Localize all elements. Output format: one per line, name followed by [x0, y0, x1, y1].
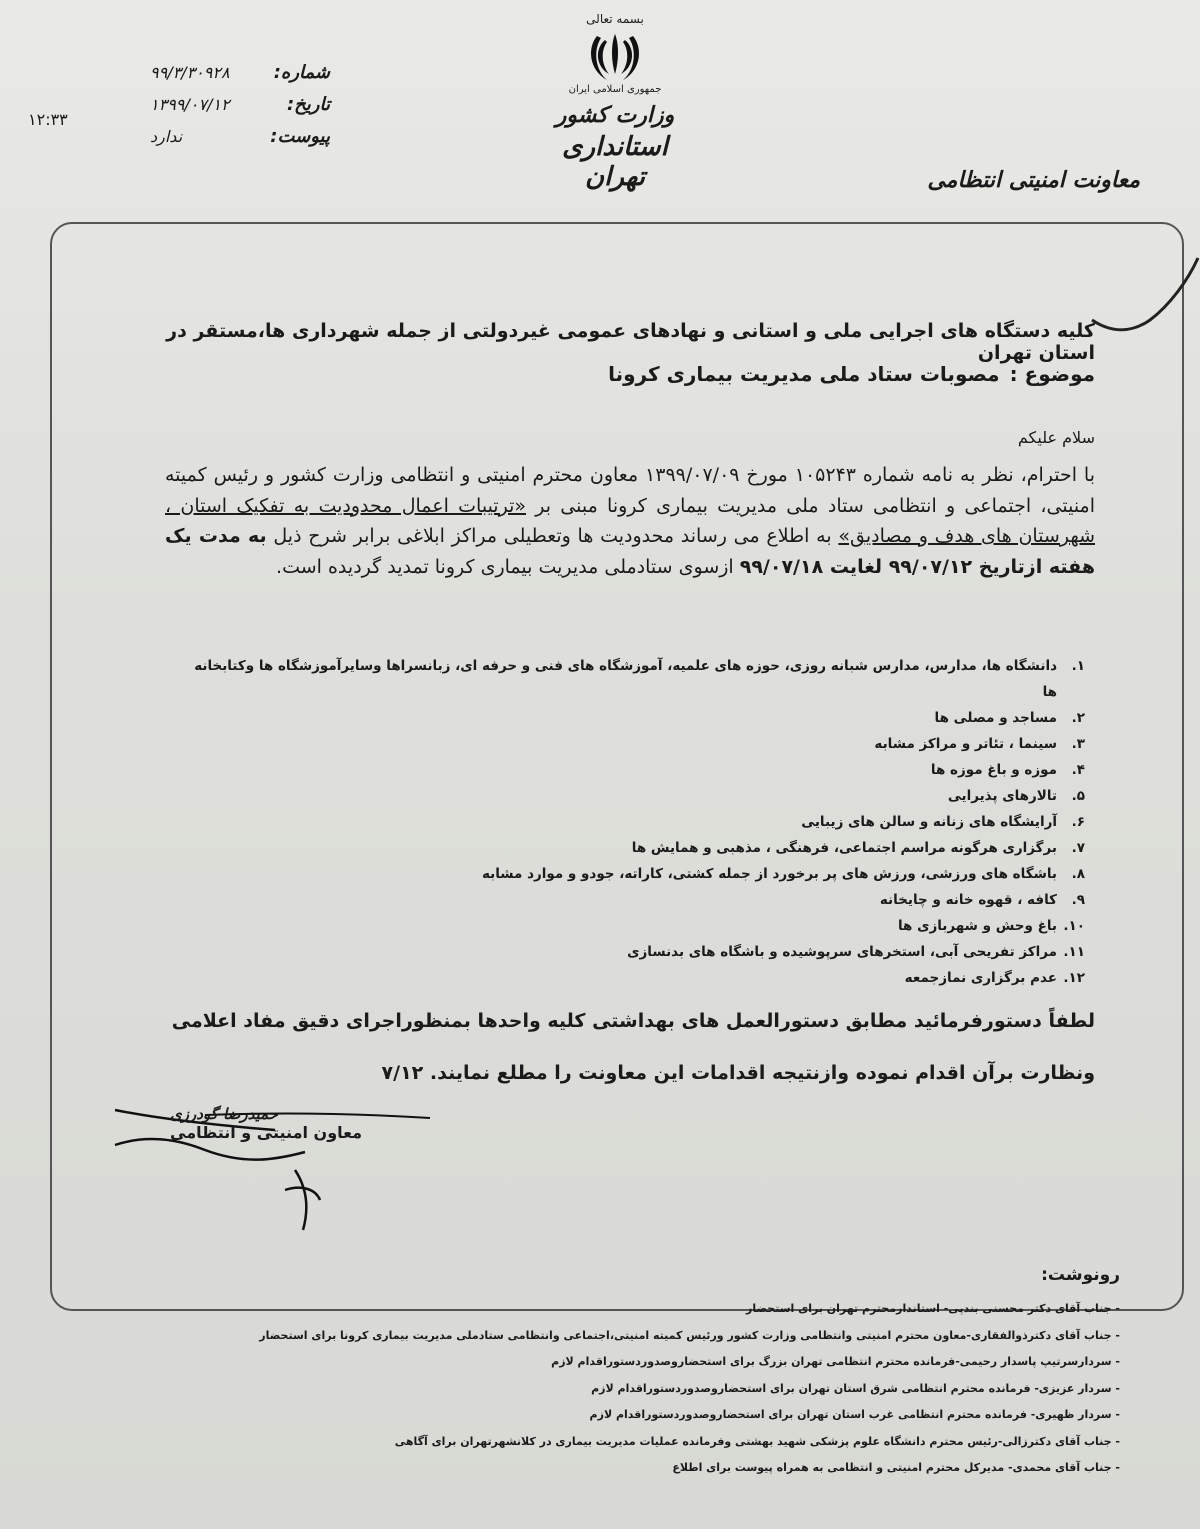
list-item: ۵. تالارهای پذیرایی	[947, 788, 1085, 804]
cc-item: - سردار عزیزی- فرمانده محترم انتظامی شرق استان تهران برای استحضاروصدوردستوراقدام لازم	[60, 1376, 1120, 1403]
deputy-office: معاونت امنیتی انتظامی	[927, 168, 1140, 193]
republic-text: جمهوری اسلامی ایران	[568, 84, 662, 95]
closing-line-2: ونظارت برآن اقدام نموده وازنتیجه اقدامات این معاونت را مطلع نمایند. ۷/۱۲	[381, 1062, 1095, 1084]
para-period: به مدت یک هفته ازتاریخ ۹۹/۰۷/۱۲ لغایت ۹۹/۰۷/۱۸	[165, 525, 1095, 578]
para-part1: با احترام، نظر به نامه شماره ۱۰۵۲۴۳ مورخ ۱۳۹۹/۰۷/۰۹ معاون محترم امنیتی و انتظامی وزارت کشور و رئیس کمیته امنیتی، اجتماعی و انتظامی ستاد ملی مدیریت بیماری کرونا مبنی بر	[165, 464, 1096, 517]
subject-line	[165, 362, 1095, 386]
list-item: ۴. موزه و باغ موزه ها	[930, 762, 1085, 778]
closure-list	[185, 653, 1085, 991]
addressee: کلیه دستگاه های اجرایی ملی و استانی و نهادهای عمومی غیردولتی از جمله شهرداری ها،مستقر در استان تهران	[166, 320, 1095, 364]
main-paragraph	[165, 460, 1095, 582]
para-part3: ازسوی ستادملی مدیریت بیماری کرونا تمدید گردیده است.	[276, 555, 740, 578]
subject-value: مصوبات ستاد ملی مدیریت بیماری کرونا	[608, 362, 1000, 386]
cc-item: - جناب آقای دکترذوالفقاری-معاون محترم امنیتی وانتظامی وزارت کشور ورئیس کمیته امنیتی،اجتماعی وانتظامی ستادملی مدیریت بیماری کرونا برای استحضار	[60, 1323, 1120, 1350]
list-item: ۱. دانشگاه ها، مدارس، مدارس شبانه روزی، حوزه های علمیه، آموزشگاه های فنی و حرفه ای، زبانسراها وسایرآموزشگاه ها وکتابخانه ها	[194, 658, 1085, 700]
attachment-label: پیوست:	[270, 125, 330, 147]
cc-item: - جناب آقای دکترزالی-رئیس محترم دانشگاه علوم پزشکی شهید بهشتی وفرمانده عملیات مدیریت بیماری در کلانشهرتهران برای آگاهی	[60, 1429, 1120, 1456]
governorate-name: استانداری تهران	[562, 132, 668, 192]
attachment-row	[150, 120, 330, 152]
ministry-name: وزارت کشور	[555, 103, 675, 128]
list-item: ۶. آرایشگاه های زنانه و سالن های زیبایی	[801, 814, 1085, 830]
list-item: ۸. باشگاه های ورزشی، ورزش های پر برخورد از جمله کشتی، کاراته، جودو و موارد مشابه	[481, 866, 1085, 882]
list-item: ۱۱. مراکز تفریحی آبی، استخرهای سرپوشیده و باشگاه های بدنسازی	[627, 944, 1085, 960]
invocation: بسمه تعالی	[586, 12, 644, 26]
para-highlight: «ترتیبات اعمال محدودیت به تفکیک استان ، شهرستان های هدف و مصادیق»	[165, 494, 1096, 547]
list-item: ۲. مساجد و مصلی ها	[934, 710, 1085, 726]
date-row	[150, 88, 330, 120]
number-value: ۹۹/۳/۳۰۹۲۸	[150, 62, 230, 82]
para-part2: به اطلاع می رساند محدودیت ها وتعطیلی مراکز ابلاغی برابر شرح ذیل	[266, 525, 839, 547]
date-label: تاریخ:	[286, 93, 330, 115]
list-item: ۳. سینما ، تئاتر و مراکز مشابه	[874, 736, 1085, 752]
closing-date: ۷/۱۲	[381, 1062, 424, 1084]
attachment-value: ندارد	[150, 126, 183, 146]
iran-emblem-icon	[587, 30, 643, 82]
letter-meta	[150, 56, 330, 152]
cc-item: - جناب آقای محمدی- مدیرکل محترم امنیتی و انتظامی به همراه پیوست برای اطلاع	[60, 1455, 1120, 1482]
subject-label: موضوع :	[1009, 362, 1095, 386]
closing-line-1: لطفاً دستورفرمائید مطابق دستورالعمل های بهداشتی کلیه واحدها بمنظوراجرای دقیق مفاد اعلامی	[171, 1010, 1095, 1032]
signatory-title: معاون امنیتی و انتظامی	[170, 1123, 363, 1142]
signatory-name: حمیدرضا گودرزی	[170, 1105, 278, 1123]
date-value: ۱۳۹۹/۰۷/۱۲	[150, 94, 230, 114]
checkmark-icon	[1090, 250, 1200, 340]
cc-item: - سردارسرتیپ پاسدار رحیمی-فرمانده محترم انتظامی تهران بزرگ برای استحضاروصدوردستوراقدام لازم	[60, 1349, 1120, 1376]
letterhead	[540, 12, 690, 192]
list-item: ۷. برگزاری هرگونه مراسم اجتماعی، فرهنگی ، مذهبی و همایش ها	[631, 840, 1085, 856]
cc-list	[60, 1296, 1120, 1482]
cc-item: - سردار ظهیری- فرمانده محترم انتظامی غرب استان تهران برای استحضاروصدوردستوراقدام لازم	[60, 1402, 1120, 1429]
list-item: ۱۲. عدم برگزاری نمازجمعه	[904, 970, 1085, 986]
signature-block	[170, 1105, 380, 1142]
number-row	[150, 56, 330, 88]
time-stamp: ۱۲:۳۳	[28, 110, 68, 129]
list-item: ۱۰. باغ وحش و شهربازی ها	[897, 918, 1085, 934]
cc-item: - جناب آقای دکتر محسنی بندپی- استاندارمحترم تهران برای استحضار	[60, 1296, 1120, 1323]
closing-paragraph	[165, 995, 1095, 1099]
list-item: ۹. کافه ، قهوه خانه و چایخانه	[879, 892, 1085, 908]
cc-title: رونوشت:	[1041, 1265, 1120, 1285]
greeting: سلام علیکم	[1017, 428, 1095, 447]
number-label: شماره:	[273, 61, 330, 83]
